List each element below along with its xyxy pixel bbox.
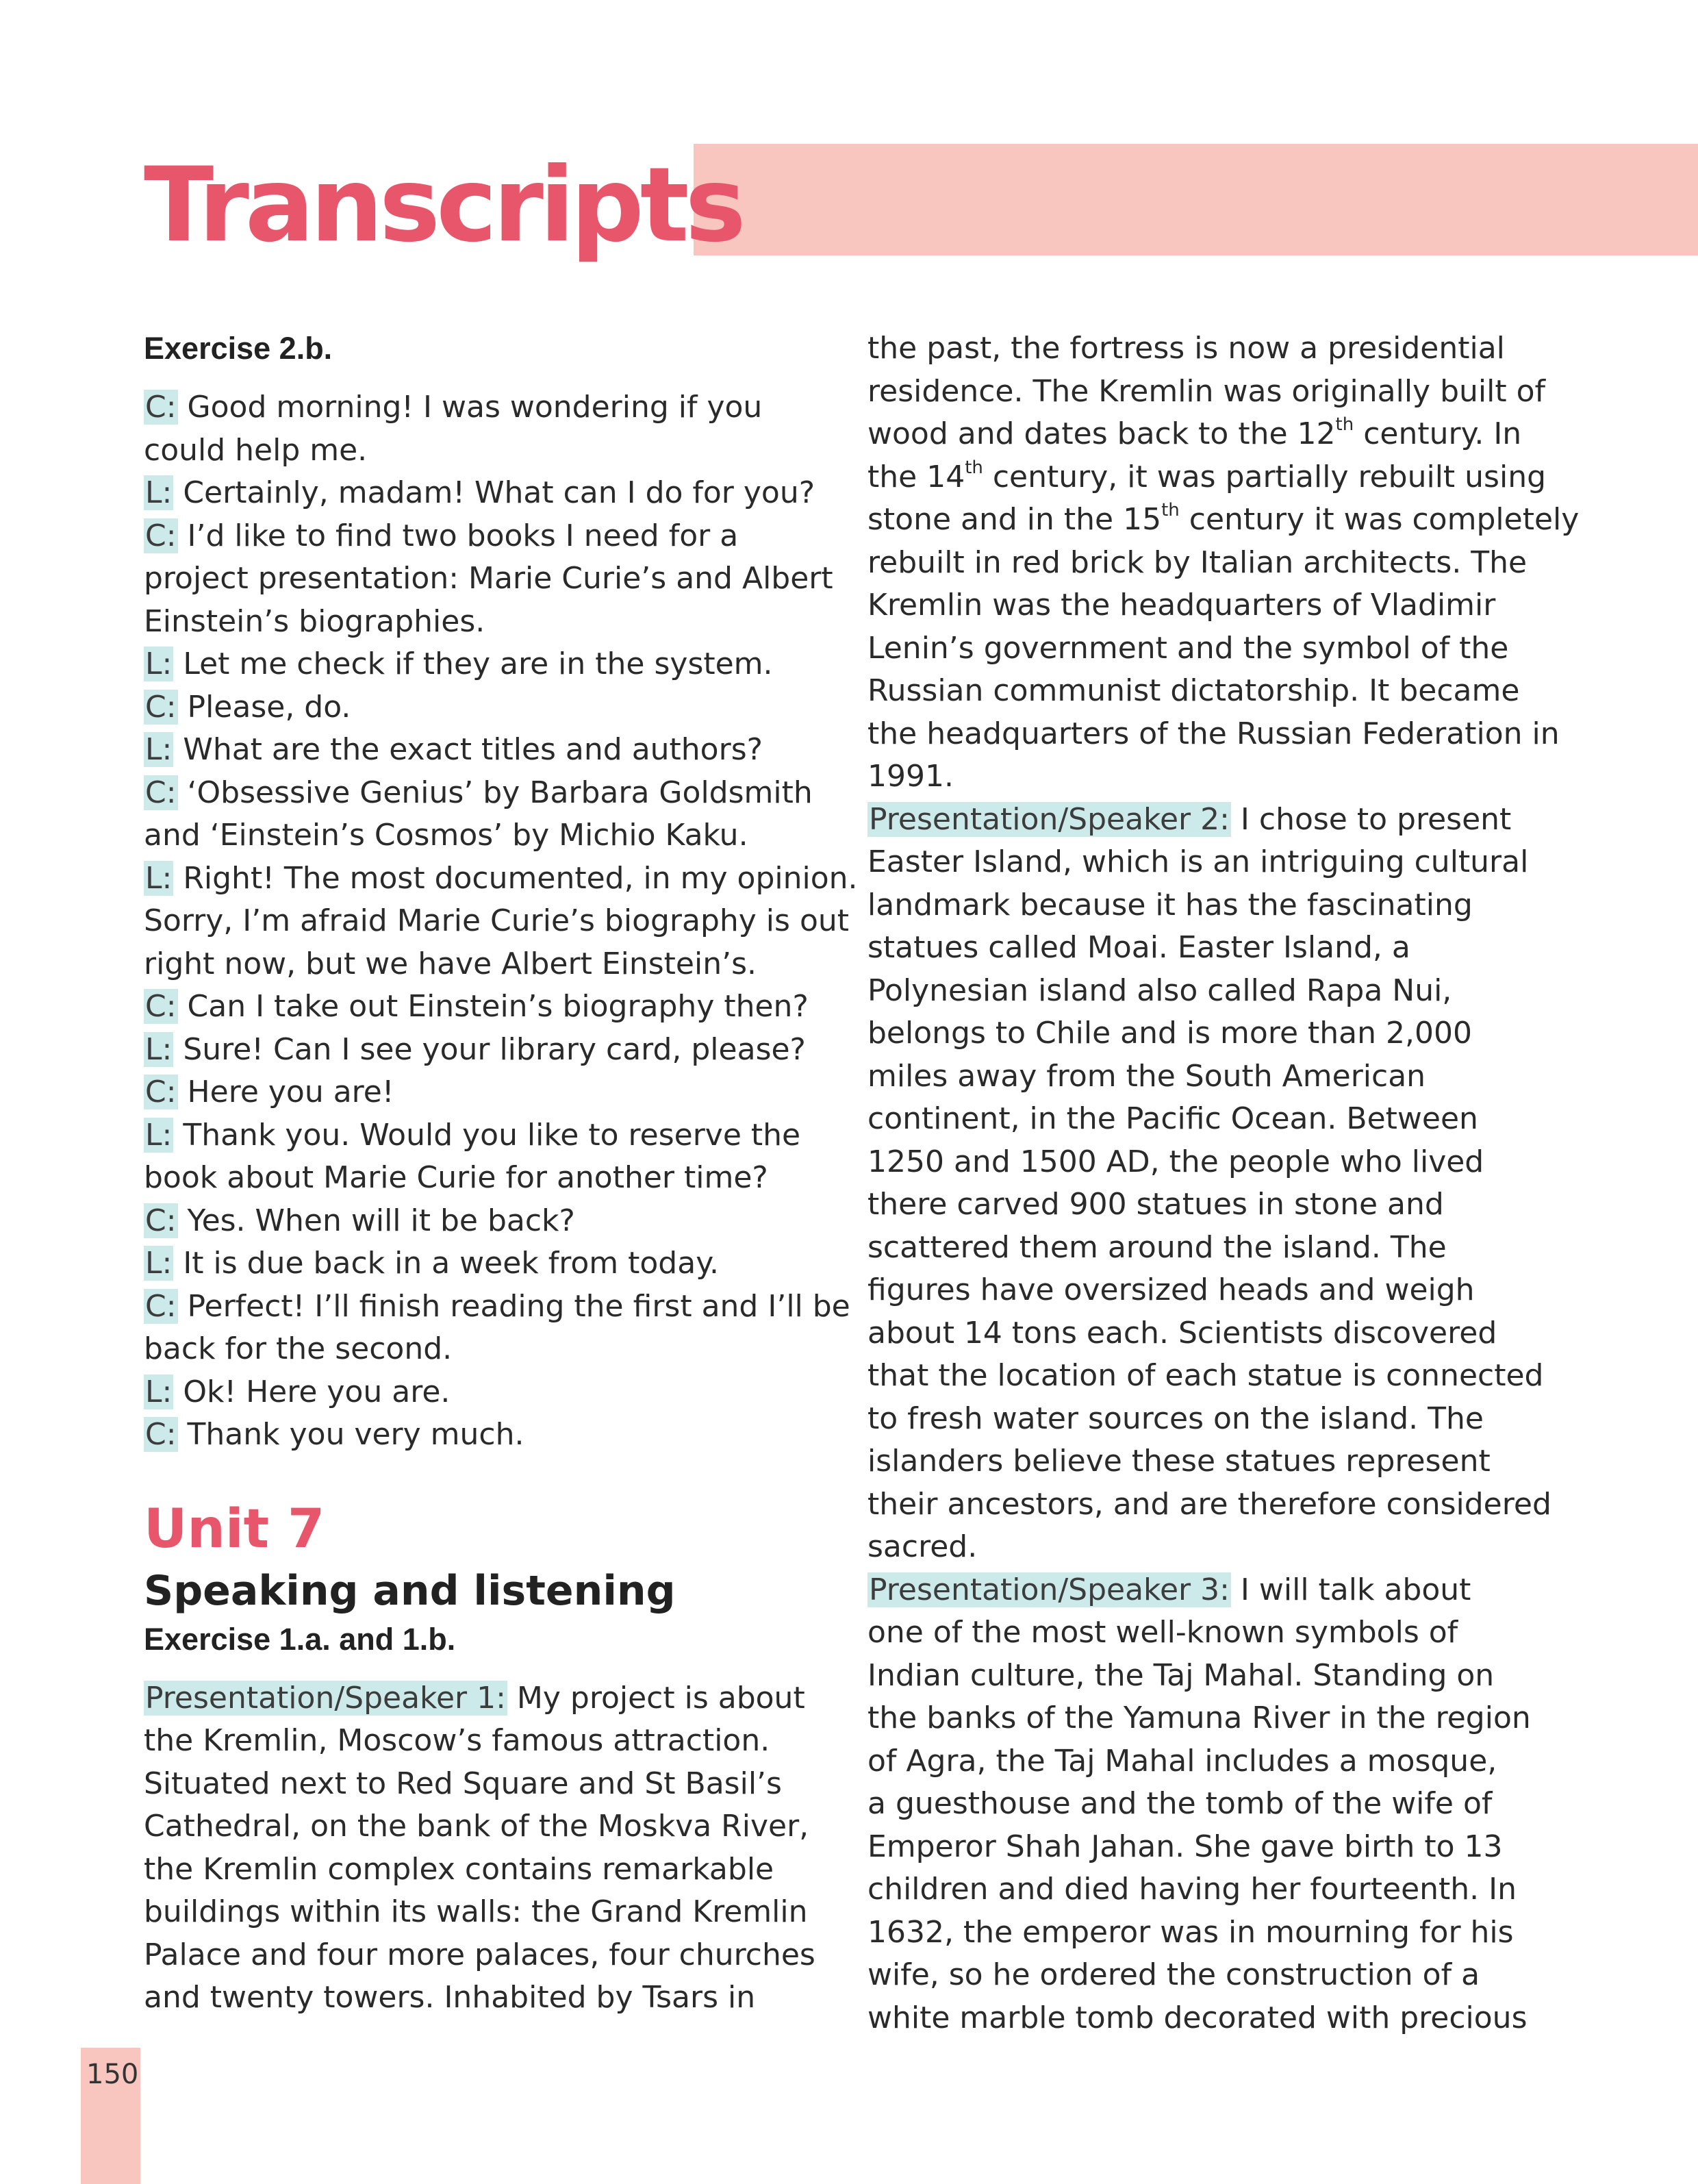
transcript-line: the Kremlin, Moscow’s famous attraction. — [144, 1723, 770, 1758]
speaker3-transcript — [867, 1611, 1566, 2039]
dialog-line — [144, 1071, 835, 1114]
speaker-tag: L: — [145, 647, 173, 681]
dialog-line — [144, 1414, 835, 1457]
dialog-line — [144, 515, 835, 558]
unit-title: Unit 7 — [144, 1498, 325, 1560]
dialog-text: right now, but we have Albert Einstein’s. — [144, 946, 757, 981]
dialog-text: Einstein’s biographies. — [144, 603, 485, 639]
dialog-line — [144, 1285, 850, 1329]
dialog-line — [144, 772, 835, 815]
transcript-line: children and died having her fourteenth. In — [867, 1872, 1517, 1907]
dialog-text: book about Marie Curie for another time? — [144, 1160, 768, 1195]
dialog-transcript — [144, 386, 858, 1457]
transcript-text: the 14 — [867, 459, 965, 494]
transcript-line: landmark because it has the fascinating — [867, 887, 1473, 922]
section-title: Speaking and listening — [144, 1566, 676, 1615]
speaker-tag: C: — [145, 775, 177, 810]
speaker-label: Presentation/Speaker 2: — [869, 801, 1230, 837]
dialog-text: Good morning! I was wondering if you — [177, 390, 763, 425]
speaker-tag: L: — [145, 1117, 173, 1153]
dialog-line — [144, 472, 835, 515]
dialog-line — [144, 1029, 835, 1072]
dialog-text: Ok! Here you are. — [173, 1374, 451, 1409]
dialog-line — [144, 1371, 835, 1414]
transcript-line: Kremlin was the headquarters of Vladimir — [867, 588, 1496, 623]
dialog-text: Let me check if they are in the system. — [173, 647, 773, 681]
dialog-text: Please, do. — [177, 689, 351, 725]
speaker-tag: C: — [145, 1417, 177, 1452]
exercise-heading: Exercise 1.a. and 1.b. — [144, 1621, 456, 1657]
dialog-line — [144, 386, 835, 429]
speaker-tag: C: — [145, 1203, 177, 1238]
dialog-text: project presentation: Marie Curie’s and Albert — [144, 561, 833, 596]
speaker-tag: C: — [145, 390, 177, 425]
transcript-line: belongs to Chile and is more than 2,000 — [867, 1016, 1472, 1051]
transcript-line: Indian culture, the Taj Mahal. Standing on — [867, 1657, 1495, 1693]
transcript-line: residence. The Kremlin was originally built of — [867, 373, 1545, 409]
dialog-line — [144, 1114, 835, 1157]
speaker-tag: L: — [145, 1031, 173, 1067]
dialog-line — [144, 814, 835, 857]
transcript-line: continent, in the Pacific Ocean. Between — [867, 1101, 1478, 1136]
ordinal-suffix: th — [1161, 500, 1180, 521]
dialog-text: Here you are! — [177, 1075, 394, 1109]
ordinal-suffix: th — [965, 457, 983, 478]
speaker-tag: L: — [145, 1374, 173, 1409]
dialog-line — [144, 857, 858, 901]
transcript-line: that the location of each statue is connected — [867, 1358, 1544, 1393]
transcript-line: to fresh water sources on the island. The — [867, 1401, 1484, 1436]
left-column — [144, 327, 858, 2020]
dialog-text: and ‘Einstein’s Cosmos’ by Michio Kaku. — [144, 818, 748, 853]
ordinal-suffix: th — [1335, 414, 1354, 436]
speaker-tag: L: — [145, 1246, 173, 1281]
transcript-line: the past, the fortress is now a presidential — [867, 331, 1505, 366]
transcript-line: figures have oversized heads and weigh — [867, 1272, 1475, 1307]
dialog-line — [144, 986, 835, 1029]
transcript-line: Russian communist dictatorship. It became — [867, 673, 1520, 708]
transcript-line — [867, 456, 1566, 499]
dialog-line — [144, 729, 835, 772]
dialog-text: What are the exact titles and authors? — [173, 732, 763, 767]
dialog-line — [144, 1157, 835, 1200]
dialog-text: Sure! Can I see your library card, please? — [173, 1031, 806, 1067]
transcript-line: of Agra, the Taj Mahal includes a mosque, — [867, 1743, 1497, 1779]
kremlin-continued-2 — [867, 542, 1566, 799]
transcript-line: Polynesian island also called Rapa Nui, — [867, 972, 1452, 1008]
transcript-line: buildings within its walls: the Grand Kremlin — [144, 1894, 808, 1929]
transcript-line: Emperor Shah Jahan. She gave birth to 13 — [867, 1829, 1503, 1864]
speaker-label: Presentation/Speaker 1: — [145, 1680, 506, 1716]
speaker-tag: C: — [145, 989, 177, 1024]
transcript-line — [867, 799, 1566, 842]
right-column — [867, 327, 1580, 2039]
dialog-line — [144, 686, 835, 729]
speaker-label: Presentation/Speaker 3: — [869, 1572, 1230, 1607]
transcript-line — [867, 499, 1580, 542]
dialog-text: Can I take out Einstein’s biography then? — [177, 989, 809, 1024]
dialog-line — [144, 943, 835, 986]
dialog-text: Certainly, madam! What can I do for you? — [173, 475, 815, 510]
transcript-text: My project is about — [507, 1680, 805, 1716]
transcript-line: islanders believe these statues represent — [867, 1444, 1491, 1479]
transcript-text: wood and dates back to the 12 — [867, 416, 1336, 451]
transcript-line — [144, 1677, 835, 1720]
transcript-line: rebuilt in red brick by Italian architects. The — [867, 544, 1528, 580]
transcript-line: the Kremlin complex contains remarkable — [144, 1851, 774, 1887]
kremlin-continued — [867, 327, 1566, 413]
dialog-line — [144, 557, 835, 601]
transcript-line — [867, 1569, 1566, 1612]
transcript-line: statues called Moai. Easter Island, a — [867, 930, 1410, 965]
transcript-text: I chose to present — [1230, 801, 1512, 837]
dialog-line — [144, 900, 850, 943]
speaker2-transcript — [867, 841, 1566, 1569]
speaker1-transcript — [144, 1720, 835, 2020]
transcript-line: Easter Island, which is an intriguing cultural — [867, 844, 1529, 879]
transcript-text: stone and in the 15 — [867, 502, 1162, 537]
transcript-text: century, it was partially rebuilt using — [983, 459, 1547, 494]
transcript-text: century it was completely — [1179, 502, 1580, 537]
transcript-line: and twenty towers. Inhabited by Tsars in — [144, 1980, 756, 2015]
dialog-text: It is due back in a week from today. — [173, 1246, 719, 1281]
dialog-line — [144, 643, 835, 686]
dialog-text: Thank you. Would you like to reserve the — [173, 1117, 801, 1153]
transcript-line: their ancestors, and are therefore considered — [867, 1486, 1551, 1522]
dialog-line — [144, 1242, 835, 1285]
transcript-line: 1991. — [867, 759, 954, 794]
transcript-line: 1250 and 1500 AD, the people who lived — [867, 1144, 1484, 1179]
dialog-text: back for the second. — [144, 1331, 453, 1366]
dialog-text: Perfect! I’ll finish reading the first and I’ll be — [177, 1288, 850, 1324]
dialog-text: Thank you very much. — [177, 1417, 524, 1452]
transcript-line: one of the most well-known symbols of — [867, 1615, 1458, 1650]
transcript-line: Palace and four more palaces, four churches — [144, 1937, 815, 1972]
speaker-tag: C: — [145, 1288, 177, 1324]
speaker-tag: C: — [145, 518, 177, 553]
dialog-text: Sorry, I’m afraid Marie Curie’s biography is out — [144, 903, 850, 938]
speaker-tag: L: — [145, 732, 173, 767]
dialog-text: I’d like to find two books I need for a — [177, 518, 739, 553]
page-number: 150 — [86, 2059, 139, 2090]
transcript-text: I will talk about — [1230, 1572, 1471, 1607]
transcript-line: Lenin’s government and the symbol of the — [867, 630, 1509, 666]
exercise-heading: Exercise 2.b. — [144, 331, 333, 366]
dialog-line — [144, 1200, 835, 1243]
page-title: Transcripts — [144, 146, 742, 265]
dialog-text: ‘Obsessive Genius’ by Barbara Goldsmith — [177, 775, 813, 810]
dialog-text: Right! The most documented, in my opinion. — [173, 860, 858, 896]
transcript-line: 1632, the emperor was in mourning for his — [867, 1914, 1514, 1950]
transcript-line: white marble tomb decorated with precious — [867, 2000, 1528, 2035]
dialog-text: could help me. — [144, 432, 368, 468]
speaker-tag: C: — [145, 689, 177, 725]
transcript-line: Situated next to Red Square and St Basil’s — [144, 1766, 782, 1801]
transcript-line: wife, so he ordered the construction of a — [867, 1957, 1480, 1992]
transcript-line: Cathedral, on the bank of the Moskva River, — [144, 1809, 809, 1844]
transcript-line: there carved 900 statues in stone and — [867, 1187, 1444, 1222]
transcript-line: the banks of the Yamuna River in the region — [867, 1700, 1531, 1735]
transcript-line: miles away from the South American — [867, 1058, 1426, 1094]
transcript-line: about 14 tons each. Scientists discovered — [867, 1315, 1497, 1351]
dialog-line — [144, 429, 835, 473]
speaker-tag: L: — [145, 860, 173, 896]
transcript-line: scattered them around the island. The — [867, 1229, 1447, 1265]
speaker-tag: L: — [145, 475, 173, 510]
speaker-tag: C: — [145, 1075, 177, 1109]
transcript-text: century. In — [1354, 416, 1522, 451]
transcript-line — [867, 413, 1566, 456]
dialog-text: Yes. When will it be back? — [177, 1203, 575, 1238]
transcript-line: the headquarters of the Russian Federation in — [867, 716, 1560, 751]
dialog-line — [144, 601, 835, 644]
title-band — [694, 144, 1698, 255]
transcript-line: a guesthouse and the tomb of the wife of — [867, 1786, 1493, 1821]
dialog-line — [144, 1328, 835, 1371]
transcript-line: sacred. — [867, 1529, 978, 1564]
